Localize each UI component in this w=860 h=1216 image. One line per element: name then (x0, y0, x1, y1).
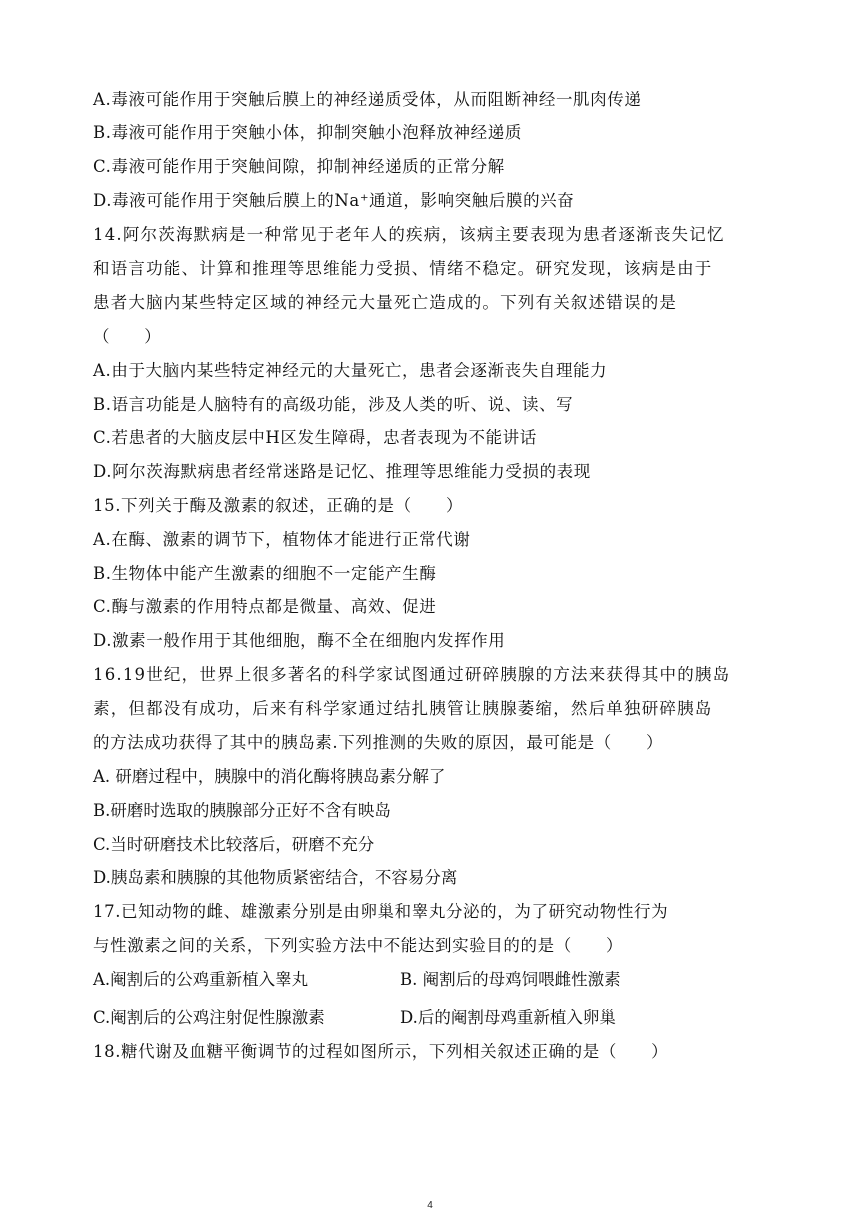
q13-option-c: C.毒液可能作用于突触间隙，抑制神经递质的正常分解 (93, 157, 505, 176)
q15-option-b: B.生物体中能产生激素的细胞不一定能产生酶 (93, 564, 437, 583)
q16-option-d: D.胰岛素和胰腺的其他物质紧密结合，不容易分离 (93, 868, 458, 887)
q14-option-b: B.语言功能是人脑特有的高级功能，涉及人类的听、说、读、写 (93, 395, 574, 414)
page-number: 4 (427, 1200, 433, 1211)
q18-stem: 18.糖代谢及血糖平衡调节的过程如图所示，下列相关叙述正确的是（ ） (93, 1042, 669, 1061)
q15-stem: 15.下列关于酶及激素的叙述，正确的是（ ） (93, 496, 464, 515)
q13-option-b: B.毒液可能作用于突触小体，抑制突触小泡释放神经递质 (93, 123, 522, 142)
q14-option-d: D.阿尔茨海默病患者经常迷路是记忆、推理等思维能力受损的表现 (93, 462, 591, 481)
q16-option-b: B.研磨时选取的胰腺部分正好不含有映岛 (93, 801, 391, 820)
q16-option-a: A. 研磨过程中，胰腺中的消化酶将胰岛素分解了 (93, 767, 446, 786)
q14-stem-line-1: 14.阿尔茨海默病是一种常见于老年人的疾病，该病主要表现为患者逐渐丧失记忆 (93, 225, 725, 244)
q17-option-b: B. 阉割后的母鸡饲喂雌性激素 (400, 970, 621, 989)
q14-stem-line-3: 患者大脑内某些特定区域的神经元大量死亡造成的。下列有关叙述错误的是 (93, 293, 678, 312)
q13-option-a: A.毒液可能作用于突触后膜上的神经递质受体，从而阻断神经一肌肉传递 (93, 90, 642, 109)
q15-option-c: C.酶与激素的作用特点都是微量、高效、促进 (93, 597, 437, 616)
q16-stem-line-3: 的方法成功获得了其中的胰岛素.下列推测的失败的原因，最可能是（ ） (93, 733, 664, 752)
q16-stem-line-1: 16.19世纪，世界上很多著名的科学家试图通过研碎胰腺的方法来获得其中的胰岛 (93, 665, 731, 684)
q17-option-a: A.阉割后的公鸡重新植入睾丸 (93, 970, 309, 989)
q17-stem-line-2: 与性激素之间的关系，下列实验方法中不能达到实验目的的是（ ） (93, 936, 624, 955)
q14-answer-bracket: （ ） (93, 327, 162, 346)
q17-stem-line-1: 17.已知动物的雌、雄激素分别是由卵巢和睾丸分泌的，为了研究动物性行为 (93, 902, 669, 921)
q17-option-c: C.阉割后的公鸡注射促性腺激素 (93, 1008, 325, 1027)
q14-stem-line-2: 和语言功能、计算和推理等思维能力受损、情绪不稳定。研究发现，该病是由于 (93, 259, 713, 278)
q15-option-a: A.在酶、激素的调节下，植物体才能进行正常代谢 (93, 530, 471, 549)
q15-option-d: D.激素一般作用于其他细胞，酶不全在细胞内发挥作用 (93, 631, 506, 650)
q13-option-d: D.毒液可能作用于突触后膜上的Na⁺通道，影响突触后膜的兴奋 (93, 191, 575, 210)
q17-option-d: D.后的阉割母鸡重新植入卵巢 (400, 1008, 616, 1027)
q14-option-a: A.由于大脑内某些特定神经元的大量死亡，患者会逐渐丧失自理能力 (93, 361, 608, 380)
q14-option-c: C.若患者的大脑皮层中H区发生障碍，忠者表现为不能讲话 (93, 428, 537, 447)
q16-stem-line-2: 素，但都没有成功，后来有科学家通过结扎胰管让胰腺萎缩，然后单独研碎胰岛 (93, 699, 713, 718)
q16-option-c: C.当时研磨技术比较落后，研磨不充分 (93, 835, 375, 854)
